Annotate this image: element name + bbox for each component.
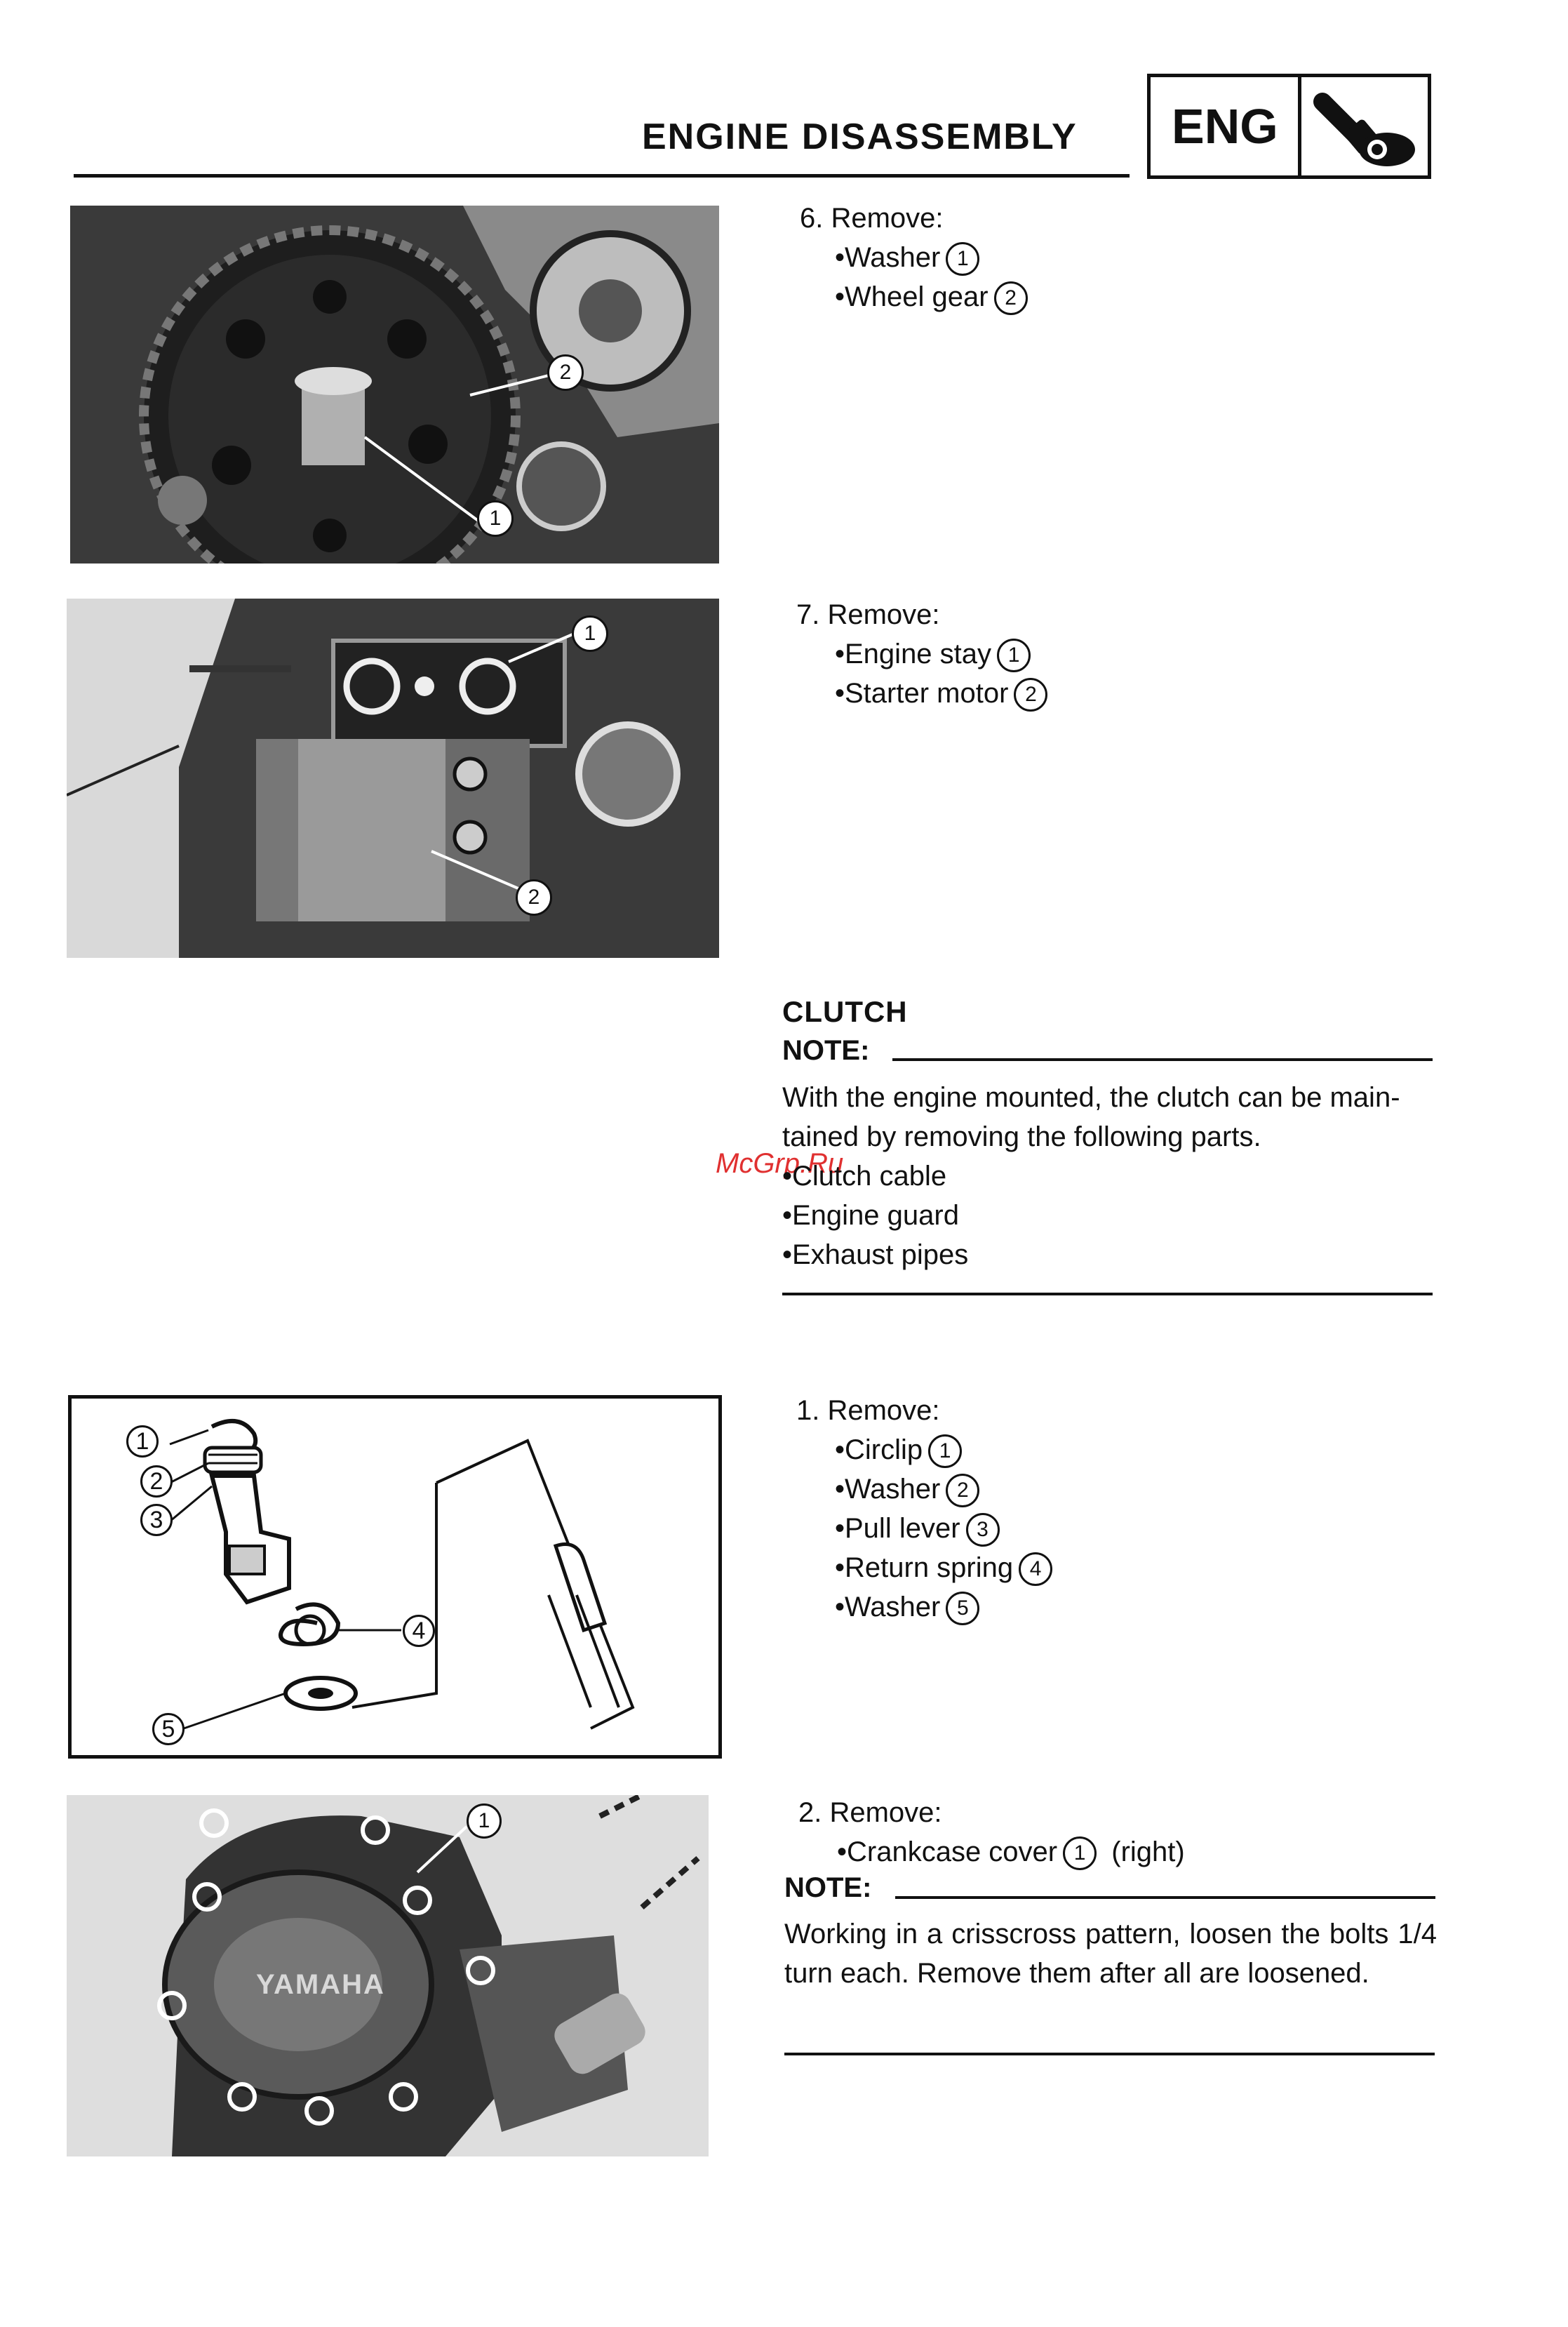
callout-1: 1 <box>997 639 1031 672</box>
note-text: With the engine mounted, the clutch can be main-tained by removing the following parts. <box>782 1082 1400 1152</box>
photo-crankcase-cover <box>67 1795 709 2156</box>
callout-2: 2 <box>140 1465 173 1498</box>
clutch-parts-list <box>782 1156 968 1274</box>
note-end-rule <box>784 2053 1435 2055</box>
callout-5: 5 <box>152 1713 185 1745</box>
callout-2: 2 <box>547 354 584 391</box>
photo-wheel-gear <box>70 206 719 564</box>
list-item: •Return spring 4 <box>835 1548 1052 1587</box>
callout-2: 2 <box>946 1474 979 1507</box>
callout-1: 1 <box>477 500 514 537</box>
callout-1: 1 <box>467 1803 502 1839</box>
list-item: •Wheel gear 2 <box>835 277 1028 316</box>
list-item: •Washer 5 <box>835 1587 1052 1627</box>
step7-heading: 7. Remove: <box>796 599 940 630</box>
callout-2: 2 <box>516 879 552 916</box>
note-label: NOTE: <box>782 1035 870 1066</box>
list-item: •Crankcase cover 1 (right) <box>837 1832 1185 1872</box>
clutch-title: CLUTCH <box>782 995 908 1028</box>
list-item: •Washer 2 <box>835 1469 1052 1509</box>
list-item: •Engine stay 1 <box>835 634 1047 674</box>
wrench-engine-icon <box>1308 88 1424 172</box>
callout-3: 3 <box>966 1513 1000 1547</box>
callout-1: 1 <box>946 242 979 276</box>
callout-5: 5 <box>946 1592 979 1625</box>
callout-1: 1 <box>126 1425 159 1458</box>
step2-heading: 2. Remove: <box>798 1797 942 1828</box>
list-item: •Pull lever 3 <box>835 1509 1052 1548</box>
step1-heading: 1. Remove: <box>796 1395 940 1426</box>
cover-brand: YAMAHA <box>256 1969 385 2000</box>
section-code: ENG <box>1172 99 1278 154</box>
section-badge <box>1147 74 1431 179</box>
list-item: •Washer 1 <box>835 238 1028 277</box>
step1-block <box>796 1391 1052 1627</box>
header-rule <box>74 174 1130 178</box>
note-text: Working in a crisscross pattern, loosen the bolts 1/4 turn each. Remove them after all are loosened. <box>784 1919 1437 1989</box>
list-item: •Exhaust pipes <box>782 1239 969 1270</box>
note-end-rule <box>782 1293 1433 1295</box>
step6-heading: 6. Remove: <box>800 203 944 234</box>
note-label: NOTE: <box>784 1872 872 1903</box>
page-title: ENGINE DISASSEMBLY <box>642 116 1078 157</box>
watermark: McGrp.Ru <box>716 1148 844 1179</box>
callout-2: 2 <box>994 281 1028 315</box>
list-item: •Circlip 1 <box>835 1430 1052 1469</box>
callout-1: 1 <box>1063 1836 1097 1870</box>
callout-1: 1 <box>928 1434 962 1468</box>
photo-starter-motor <box>67 599 719 958</box>
list-item: •Clutch cable <box>782 1161 947 1192</box>
callout-4: 4 <box>403 1615 435 1647</box>
callout-1: 1 <box>572 615 608 652</box>
clutch-diagram <box>68 1395 722 1759</box>
list-item: •Starter motor 2 <box>835 674 1047 713</box>
callout-3: 3 <box>140 1504 173 1536</box>
note-rule <box>895 1896 1435 1899</box>
step2-block <box>798 1793 1185 1872</box>
callout-2: 2 <box>1014 678 1047 712</box>
step7-block <box>796 595 1047 713</box>
badge-divider <box>1298 77 1301 179</box>
callout-4: 4 <box>1019 1552 1052 1586</box>
note-rule <box>892 1058 1433 1061</box>
step6-block <box>800 199 1028 316</box>
list-item: •Engine guard <box>782 1200 959 1231</box>
